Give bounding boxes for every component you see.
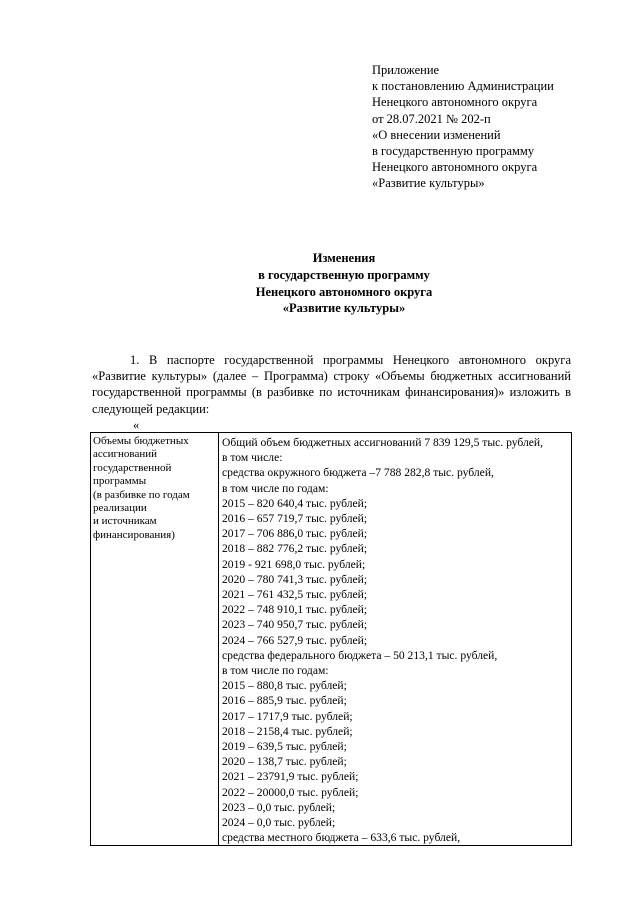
value-line: 2019 – 639,5 тыс. рублей; bbox=[222, 740, 347, 754]
value-line: 2021 – 23791,9 тыс. рублей; bbox=[222, 770, 359, 784]
value-line: Общий объем бюджетных ассигнований 7 839 129,5 тыс. рублей, bbox=[222, 436, 543, 449]
value-line: в том числе по годам: bbox=[222, 664, 329, 678]
value-line: в том числе по годам: bbox=[222, 481, 329, 495]
value-line: средства федерального бюджета – 50 213,1 тыс. рублей, bbox=[222, 648, 498, 662]
budget-table bbox=[90, 432, 572, 846]
value-line: 2017 – 1717,9 тыс. рублей; bbox=[222, 709, 353, 723]
value-line: средства местного бюджета – 633,6 тыс. рублей, bbox=[222, 831, 461, 845]
label-line: реализации bbox=[93, 502, 147, 515]
table-row bbox=[91, 433, 572, 846]
appendix-line: Ненецкого автономного округа bbox=[372, 160, 538, 175]
label-line: ассигнований bbox=[93, 448, 158, 461]
value-line: 2022 – 748 910,1 тыс. рублей; bbox=[222, 603, 368, 617]
row-value-cell bbox=[219, 433, 572, 846]
value-line: 2015 – 880,8 тыс. рублей; bbox=[222, 679, 347, 693]
value-line: 2024 – 0,0 тыс. рублей; bbox=[222, 816, 336, 830]
intro-paragraph: 1. В паспорте государственной программы Ненецкого автономного округа «Развитие культуры» (далее – Программа) строку «Объемы бюджетных ассигнований государственной программы (в разбивке по источникам финансирования)» изложить в следующей редакции: bbox=[92, 353, 571, 416]
value-line: 2021 – 761 432,5 тыс. рублей; bbox=[222, 588, 368, 602]
value-line: в том числе: bbox=[222, 451, 283, 465]
appendix-line: в государственную программу bbox=[372, 144, 535, 159]
value-line: 2022 – 20000,0 тыс. рублей; bbox=[222, 785, 359, 799]
label-line: финансирования) bbox=[93, 528, 175, 541]
label-line: (в разбивке по годам bbox=[93, 488, 190, 501]
value-line: 2023 – 740 950,7 тыс. рублей; bbox=[222, 618, 368, 632]
heading-line: Ненецкого автономного округа bbox=[255, 284, 433, 299]
label-line: и источникам bbox=[93, 515, 157, 528]
label-line: государственной bbox=[93, 461, 172, 474]
value-line: 2016 – 657 719,7 тыс. рублей; bbox=[222, 512, 368, 526]
appendix-line: от 28.07.2021 № 202-п bbox=[372, 111, 491, 126]
value-line: 2023 – 0,0 тыс. рублей; bbox=[222, 800, 336, 814]
appendix-block bbox=[372, 62, 632, 192]
value-line: 2018 – 2158,4 тыс. рублей; bbox=[222, 724, 353, 738]
value-line: 2017 – 706 886,0 тыс. рублей; bbox=[222, 527, 368, 541]
label-line: Объемы бюджетных bbox=[93, 435, 189, 447]
row-label-cell bbox=[91, 433, 219, 846]
value-line: 2015 – 820 640,4 тыс. рублей; bbox=[222, 496, 368, 510]
value-line: 2020 – 780 741,3 тыс. рублей; bbox=[222, 572, 368, 586]
document-heading bbox=[0, 250, 640, 317]
value-line: 2018 – 882 776,2 тыс. рублей; bbox=[222, 542, 368, 556]
value-line: 2024 – 766 527,9 тыс. рублей; bbox=[222, 633, 368, 647]
appendix-line: Ненецкого автономного округа bbox=[372, 95, 538, 110]
opening-quote-mark: « bbox=[133, 418, 140, 432]
appendix-line: Приложение bbox=[372, 63, 440, 77]
value-line: 2019 - 921 698,0 тыс. рублей; bbox=[222, 557, 366, 571]
heading-line: Изменения bbox=[312, 251, 376, 265]
value-line: 2020 – 138,7 тыс. рублей; bbox=[222, 755, 347, 769]
label-line: программы bbox=[93, 475, 147, 488]
appendix-line: «О внесении изменений bbox=[372, 127, 501, 142]
appendix-line: к постановлению Администрации bbox=[372, 79, 554, 94]
heading-line: «Развитие культуры» bbox=[282, 301, 406, 316]
heading-line: в государственную программу bbox=[258, 267, 430, 282]
appendix-line: «Развитие культуры» bbox=[372, 176, 485, 191]
value-line: средства окружного бюджета –7 788 282,8 тыс. рублей, bbox=[222, 466, 494, 480]
value-line: 2016 – 885,9 тыс. рублей; bbox=[222, 694, 347, 708]
